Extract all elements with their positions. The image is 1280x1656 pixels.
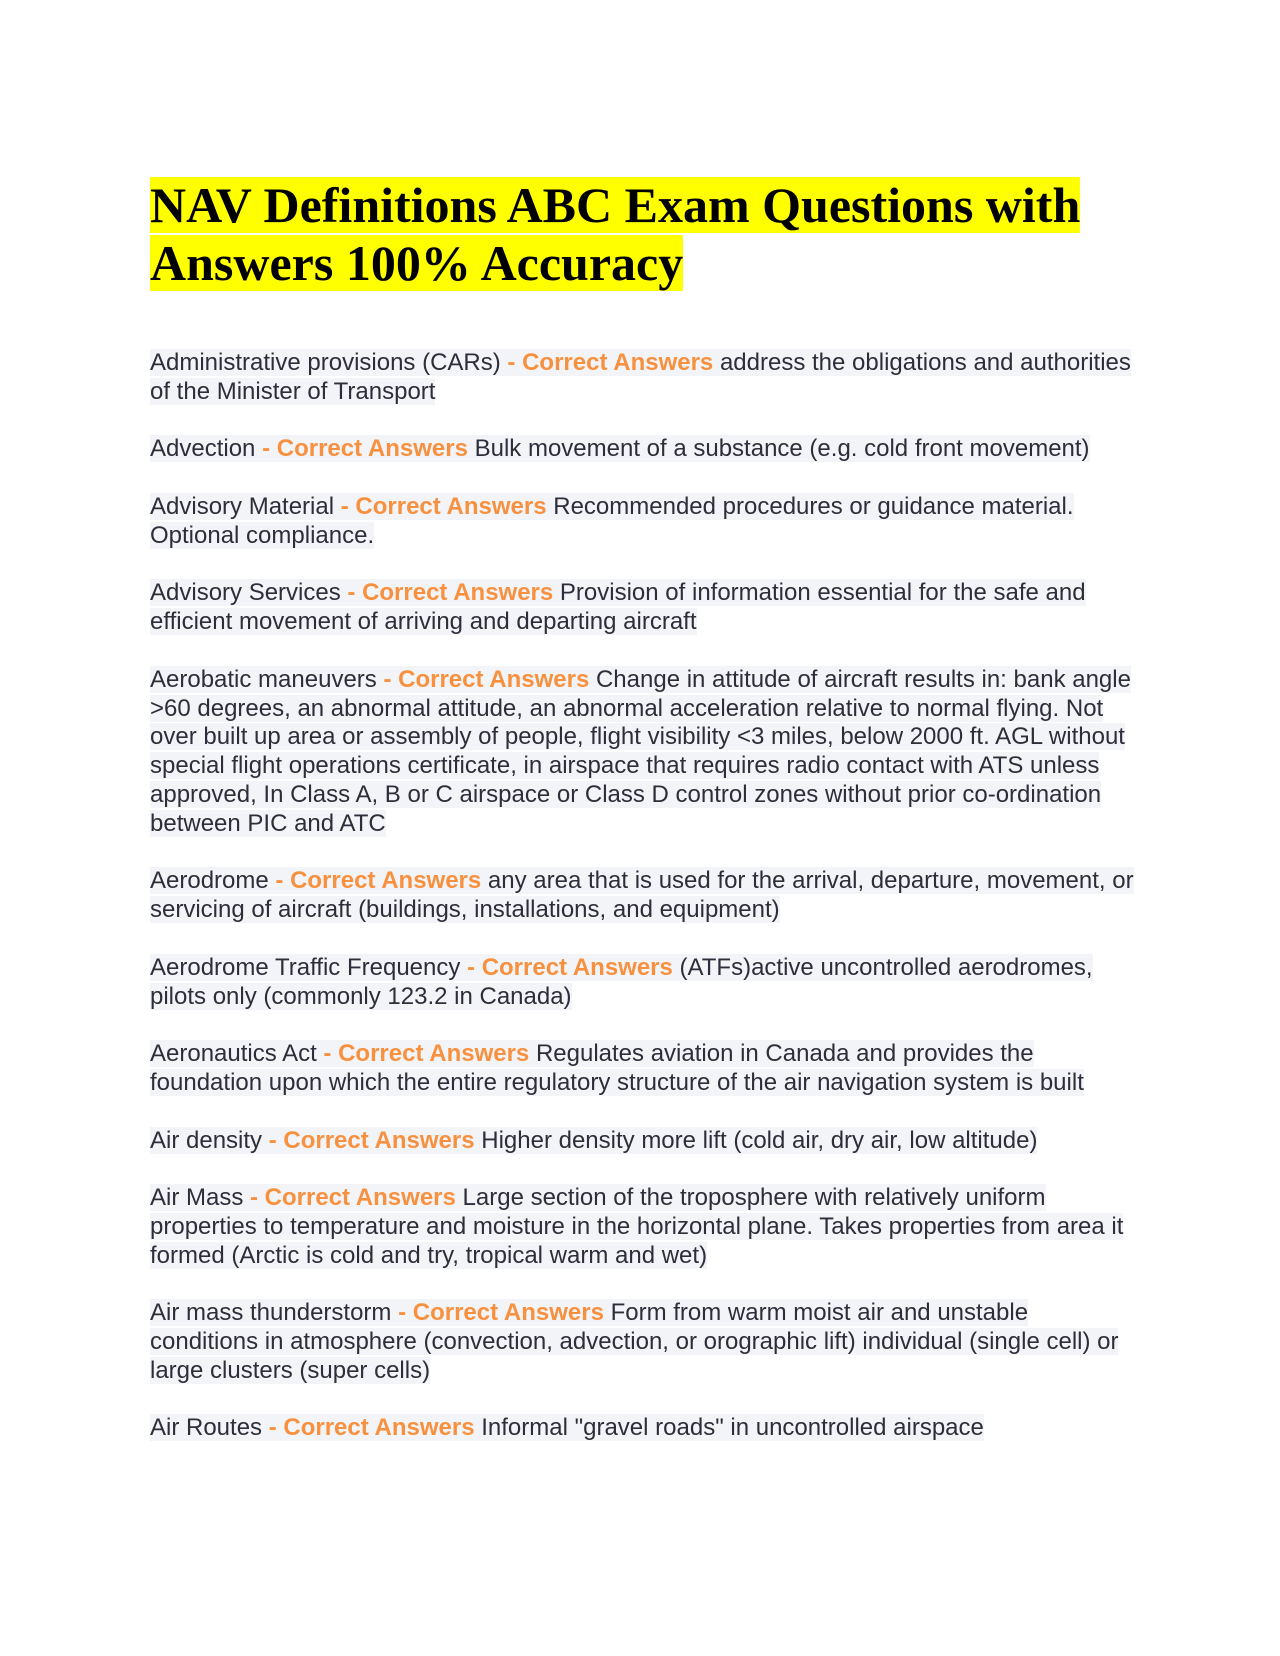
entry-term: Aerodrome Traffic Frequency bbox=[150, 953, 461, 981]
entry-definition: Change in attitude of aircraft results in: bank angle >60 degrees, an abnormal attitude, an abnormal acceleration relative to normal flying. Not over built up area or assembly of people, flight visibility <3 miles, below 2000 ft. AGL without special flight operations certificate, in airspace that requires radio contact with ATS unless approved, In Class A, B or C airspace or Class D control zones without prior co-ordination between PIC and ATC bbox=[150, 665, 1131, 837]
entry-definition: (ATFs)active uncontrolled aerodromes, pilots only (commonly 123.2 in Canada) bbox=[150, 953, 1093, 1010]
definition-list bbox=[150, 349, 1140, 1472]
entry-definition: Large section of the troposphere with relatively uniform properties to temperature and moisture in the horizontal plane. Takes properties from area it formed (Arctic is cold and try, tropical warm and wet) bbox=[150, 1184, 1124, 1269]
entry-term: Aerodrome bbox=[150, 867, 269, 895]
entry-answer-label: - Correct Answers bbox=[391, 1299, 611, 1327]
definition-entry bbox=[150, 493, 1140, 551]
entry-answer-label: - Correct Answers bbox=[268, 867, 488, 895]
entry-answer-label: - Correct Answers bbox=[262, 1126, 482, 1154]
entry-definition: any area that is used for the arrival, departure, movement, or servicing of aircraft (buildings, installations, and equipment) bbox=[150, 867, 1134, 924]
entry-answer-label: - Correct Answers bbox=[243, 1184, 463, 1212]
definition-entry bbox=[150, 349, 1140, 407]
entry-term: Aerobatic maneuvers bbox=[150, 665, 377, 693]
entry-term: Advisory Material bbox=[150, 492, 335, 520]
definition-entry bbox=[150, 1414, 1140, 1443]
page-title bbox=[150, 176, 1140, 292]
entry-definition: address the obligations and authorities of the Minister of Transport bbox=[150, 349, 1131, 405]
entry-term: Aeronautics Act bbox=[150, 1040, 317, 1068]
entry-answer-label: - Correct Answers bbox=[460, 953, 680, 981]
entry-answer-label: - Correct Answers bbox=[376, 665, 596, 693]
entry-term: Air Mass bbox=[150, 1184, 244, 1212]
entry-definition: Recommended procedures or guidance material. Optional compliance. bbox=[150, 492, 1074, 549]
entry-term: Administrative provisions (CARs) bbox=[150, 349, 501, 376]
entry-term: Air Routes bbox=[150, 1414, 263, 1442]
entry-term: Air density bbox=[150, 1126, 263, 1154]
definition-entry bbox=[150, 435, 1140, 464]
entry-definition: Informal "gravel roads" in uncontrolled airspace bbox=[481, 1414, 984, 1442]
entry-definition: Higher density more lift (cold air, dry air, low altitude) bbox=[481, 1126, 1038, 1154]
entry-answer-label: - Correct Answers bbox=[334, 492, 554, 520]
entry-term: Advection bbox=[150, 435, 256, 463]
definition-entry bbox=[150, 666, 1140, 839]
definition-entry bbox=[150, 1040, 1140, 1098]
entry-definition: Form from warm moist air and unstable conditions in atmosphere (convection, advection, or orographic lift) individual (single cell) or large clusters (super cells) bbox=[150, 1299, 1119, 1384]
definition-entry bbox=[150, 579, 1140, 637]
entry-answer-label: - Correct Answers bbox=[255, 435, 475, 463]
entry-answer-label: - Correct Answers bbox=[262, 1414, 482, 1442]
definition-entry bbox=[150, 1184, 1140, 1270]
entry-definition: Bulk movement of a substance (e.g. cold front movement) bbox=[474, 435, 1090, 463]
definition-entry bbox=[150, 867, 1140, 925]
definition-entry bbox=[150, 954, 1140, 1012]
page-title-text: NAV Definitions ABC Exam Questions with Answers 100% Accuracy bbox=[150, 177, 1081, 291]
entry-term: Advisory Services bbox=[150, 579, 341, 607]
entry-term: Air mass thunderstorm bbox=[150, 1299, 392, 1327]
definition-entry bbox=[150, 1299, 1140, 1385]
entry-answer-label: - Correct Answers bbox=[316, 1040, 536, 1068]
entry-answer-label: - Correct Answers bbox=[340, 579, 560, 607]
entry-definition: Regulates aviation in Canada and provides the foundation upon which the entire regulatory structure of the air navigation system is built bbox=[150, 1040, 1084, 1096]
entry-answer-label: - Correct Answers bbox=[500, 349, 720, 376]
entry-definition: Provision of information essential for the safe and efficient movement of arriving and departing aircraft bbox=[150, 579, 1086, 636]
definition-entry bbox=[150, 1127, 1140, 1156]
